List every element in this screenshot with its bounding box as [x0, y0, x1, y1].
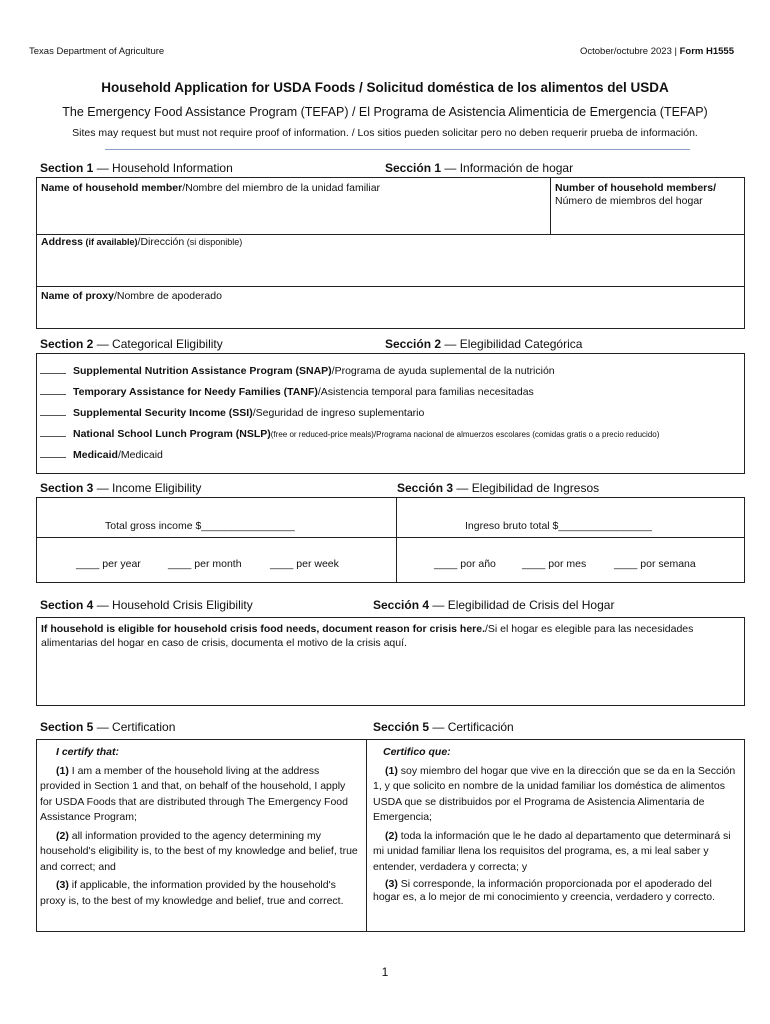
- section5-title-es: — Certificación: [429, 720, 514, 734]
- section3-title-en: — Income Eligibility: [93, 481, 202, 495]
- section3-heading-es: [397, 481, 599, 495]
- proxy-label-es: /Nombre de apoderado: [113, 290, 222, 302]
- option-label-es: /Medicaid: [117, 449, 163, 461]
- section5-label-en: Section 5: [40, 720, 94, 734]
- section5-heading-es: [373, 720, 514, 734]
- medicaid-option[interactable]: [40, 449, 163, 461]
- item-number: (2): [385, 829, 398, 842]
- column-divider: [366, 740, 367, 931]
- proxy-label-en: Name of proxy: [41, 290, 114, 302]
- item-number: (3): [56, 879, 69, 891]
- certify-heading-es: Certifico que:: [383, 746, 451, 758]
- certify-item-3-es: [373, 878, 739, 904]
- page-subtitle: The Emergency Food Assistance Program (TEFAP) / El Programa de Asistencia Alimenticia de Emergencia (TEFAP): [62, 105, 708, 119]
- option-label-es: /Asistencia temporal para familias necesitadas: [317, 386, 534, 398]
- household-members-count-field[interactable]: [555, 182, 716, 208]
- section5-heading-en: [40, 720, 175, 734]
- crisis-reason-box[interactable]: [36, 617, 745, 706]
- certify-heading-en: I certify that:: [56, 746, 120, 758]
- certify-item-3-en: [40, 878, 358, 909]
- section2-title-es: — Elegibilidad Categórica: [441, 337, 583, 351]
- checkbox-line[interactable]: [40, 365, 66, 374]
- certify-item-1-en: [40, 764, 358, 826]
- section1-heading-en: [40, 161, 233, 175]
- por-ano-option[interactable]: ____ por año: [434, 558, 496, 570]
- item-number: (1): [56, 764, 69, 777]
- item-text: I am a member of the household living at the address provided in Section 1 and that, on behalf of the household, I apply for USDA Foods that are distributed through The Emergency Food Assistance Program;: [40, 764, 348, 823]
- proxy-name-field[interactable]: [41, 290, 222, 302]
- por-mes-option[interactable]: ____ por mes: [522, 558, 587, 570]
- section4-label-es: Sección 4: [373, 598, 430, 612]
- section1-label-en: Section 1: [40, 161, 94, 175]
- checkbox-line[interactable]: [40, 386, 66, 395]
- section4-title-en: — Household Crisis Eligibility: [93, 598, 253, 612]
- members-label-es: Número de miembros del hogar: [555, 195, 703, 207]
- option-label-en: Supplemental Nutrition Assistance Program (SNAP): [73, 365, 332, 377]
- certify-item-2-es: [373, 829, 739, 876]
- section1-label-es: Sección 1: [385, 161, 442, 175]
- divider-line: [105, 149, 690, 150]
- form-date: [580, 46, 734, 57]
- section4-title-es: — Elegibilidad de Crisis del Hogar: [429, 598, 615, 612]
- certify-item-2-en: [40, 829, 358, 876]
- certify-item-1-es: [373, 764, 739, 826]
- row-divider: [37, 286, 744, 287]
- section3-label-es: Sección 3: [397, 481, 454, 495]
- name-label-es: /Nombre del miembro de la unidad familiar: [182, 182, 381, 194]
- household-member-name-field[interactable]: [41, 182, 380, 194]
- item-text: if applicable, the information provided by the household's proxy is, to the best of my knowledge and belief, true and correct.: [40, 879, 344, 907]
- option-label-en: Temporary Assistance for Needy Families (TANF): [73, 386, 318, 398]
- form-number: Form H1555: [679, 46, 734, 57]
- page-title: Household Application for USDA Foods / Solicitud doméstica de los alimentos del USDA: [101, 80, 669, 95]
- item-number: (2): [56, 829, 69, 842]
- item-number: (3): [385, 878, 398, 890]
- nslp-option[interactable]: [40, 428, 659, 440]
- section4-heading-en: [40, 598, 253, 612]
- por-semana-option[interactable]: ____ por semana: [614, 558, 696, 570]
- income-eligibility-box: [36, 497, 745, 583]
- form-date-text: October/octubre 2023 |: [579, 46, 677, 57]
- per-week-option[interactable]: ____ per week: [270, 558, 339, 570]
- address-label-en: Address: [41, 236, 84, 248]
- section1-title-en: — Household Information: [93, 161, 233, 175]
- option-label-en: Medicaid: [73, 449, 118, 461]
- checkbox-line[interactable]: [40, 428, 66, 437]
- option-label-en: Supplemental Security Income (SSI): [73, 407, 253, 419]
- section1-heading-es: [385, 161, 573, 175]
- item-text: all information provided to the agency determining my household's eligibility is, to the best of my knowledge and belief, true and correct; and: [40, 829, 358, 873]
- row-divider: [37, 234, 744, 235]
- ssi-option[interactable]: [40, 407, 424, 419]
- section2-label-en: Section 2: [40, 337, 94, 351]
- section4-label-en: Section 4: [40, 598, 94, 612]
- tanf-option[interactable]: [40, 386, 534, 398]
- item-text: Si corresponde, la información proporcionada por el apoderado del hogar es, a lo mejor de mi conocimiento y creencia, verdadero y correcto.: [373, 878, 715, 903]
- section1-title-es: — Información de hogar: [441, 161, 574, 175]
- crisis-instructions: [41, 622, 731, 650]
- item-text: toda la información que le he dado al departamento que determinará si mi unidad familiar llena los requisitos del programa, es, a mi leal saber y entender, verdadera y correcta; y: [373, 829, 731, 873]
- per-year-option[interactable]: ____ per year: [76, 558, 141, 570]
- section5-title-en: — Certification: [93, 720, 176, 734]
- per-month-option[interactable]: ____ per month: [168, 558, 242, 570]
- address-field[interactable]: [41, 236, 242, 248]
- option-label-es: (free or reduced-price meals)/Programa nacional de almuerzos escolares (comidas gratis o a precio reducido): [270, 430, 660, 439]
- page-number: 1: [381, 965, 389, 979]
- address-note-es: (si disponible): [184, 237, 243, 247]
- section2-label-es: Sección 2: [385, 337, 442, 351]
- total-income-en[interactable]: Total gross income $________________: [105, 520, 295, 532]
- crisis-instructions-es: /Si el hogar es elegible para las necesidades alimentarias del hogar en caso de crisis, documenta el motivo de la crisis aquí.: [41, 623, 694, 649]
- column-divider: [396, 498, 397, 582]
- address-label-es: /Dirección: [137, 236, 185, 248]
- column-divider: [550, 178, 551, 234]
- item-text: soy miembro del hogar que vive en la dirección que se da en la Sección 1, y que solicito en nombre de la unidad familiar los doméstica de alimentos USDA que se distribuidos por el Programa de Asistencia Alimentaria de Emergencia;: [373, 764, 736, 823]
- section2-heading-en: [40, 337, 223, 351]
- snap-option[interactable]: [40, 365, 555, 377]
- members-label-en: Number of household members/: [555, 182, 717, 194]
- item-number: (1): [385, 764, 398, 777]
- option-label-es: /Seguridad de ingreso suplementario: [252, 407, 425, 419]
- option-label-es: /Programa de ayuda suplemental de la nutrición: [331, 365, 555, 377]
- checkbox-line[interactable]: [40, 407, 66, 416]
- section2-heading-es: [385, 337, 582, 351]
- checkbox-line[interactable]: [40, 449, 66, 458]
- section3-title-es: — Elegibilidad de Ingresos: [453, 481, 600, 495]
- certification-es: [373, 745, 739, 904]
- total-income-es[interactable]: Ingreso bruto total $________________: [465, 520, 652, 532]
- section3-heading-en: [40, 481, 201, 495]
- address-note-en: (if available): [83, 237, 138, 247]
- agency-name: Texas Department of Agriculture: [29, 46, 165, 57]
- section4-heading-es: [373, 598, 614, 612]
- crisis-instructions-en: If household is eligible for household crisis food needs, document reason for crisis here.: [41, 623, 485, 635]
- name-label-en: Name of household member: [41, 182, 183, 194]
- proof-note: Sites may request but must not require proof of information. / Los sitios pueden solicitar pero no deben requerir prueba de información.: [72, 127, 698, 139]
- section3-label-en: Section 3: [40, 481, 94, 495]
- certification-en: [40, 745, 358, 909]
- section2-title-en: — Categorical Eligibility: [93, 337, 223, 351]
- section5-label-es: Sección 5: [373, 720, 430, 734]
- household-info-box: [36, 177, 745, 329]
- row-divider: [37, 537, 744, 538]
- option-label-en: National School Lunch Program (NSLP): [73, 428, 271, 440]
